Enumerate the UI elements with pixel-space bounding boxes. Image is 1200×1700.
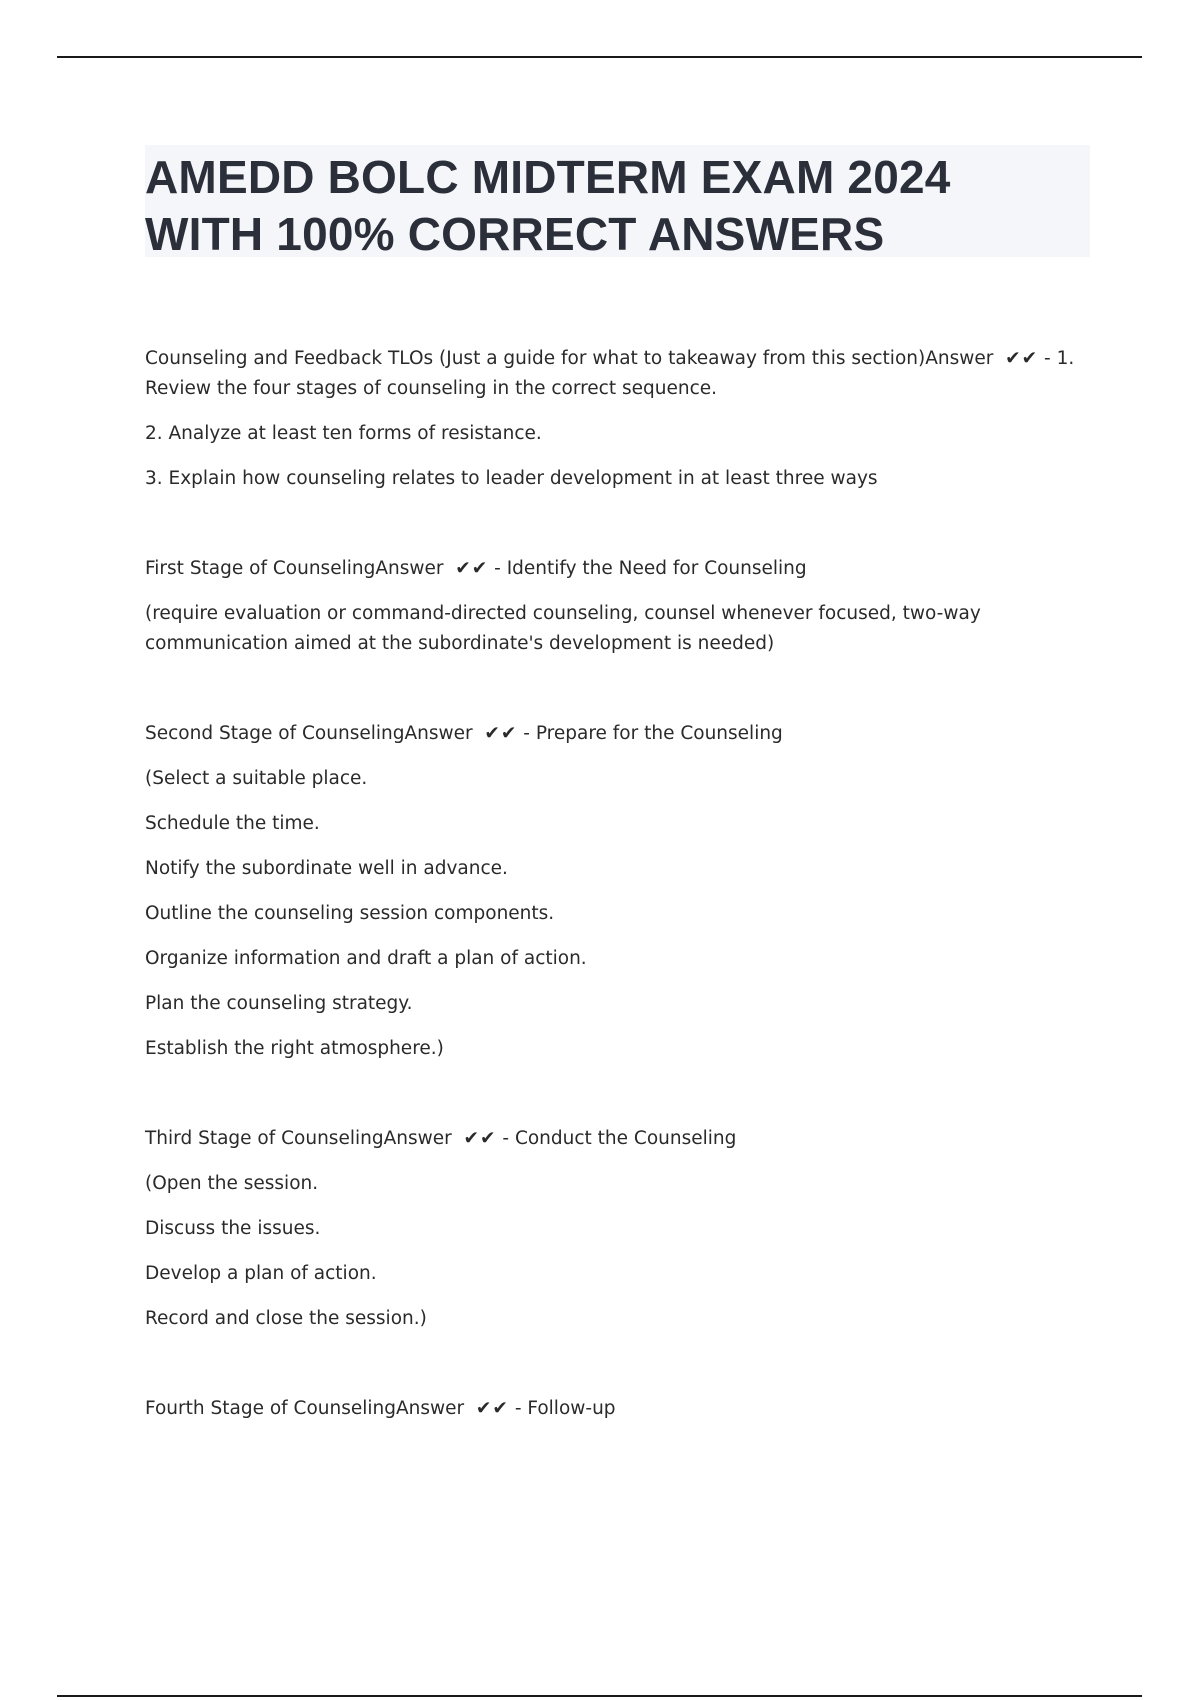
qa-question: Second Stage of CounselingAnswer ✔✔ - Prepare for the Counseling bbox=[145, 723, 783, 744]
qa-section bbox=[145, 1394, 1075, 1424]
qa-section bbox=[145, 1124, 1075, 1334]
qa-question: First Stage of CounselingAnswer ✔✔ - Identify the Need for Counseling bbox=[145, 558, 807, 579]
qa-line: Establish the right atmosphere.) bbox=[145, 1038, 444, 1059]
qa-section bbox=[145, 554, 1075, 659]
qa-line: Develop a plan of action. bbox=[145, 1263, 377, 1284]
qa-line: Discuss the issues. bbox=[145, 1218, 321, 1239]
check-icon: ✔✔ bbox=[463, 1128, 497, 1149]
header-rule bbox=[57, 56, 1142, 58]
qa-section bbox=[145, 344, 1075, 494]
title-line-2: WITH 100% CORRECT ANSWERS bbox=[145, 208, 885, 260]
qa-content bbox=[145, 344, 1075, 1439]
qa-question: Counseling and Feedback TLOs (Just a guide for what to takeaway from this section)Answer ✔✔ - 1. Review the four stages of counseling in the correct sequence. bbox=[145, 348, 1075, 399]
qa-question: Fourth Stage of CounselingAnswer ✔✔ - Follow-up bbox=[145, 1398, 616, 1419]
qa-line: (require evaluation or command-directed counseling, counsel whenever focused, two-way communication aimed at the subordinate's development is needed) bbox=[145, 603, 981, 654]
qa-line: Record and close the session.) bbox=[145, 1308, 427, 1329]
qa-line: 3. Explain how counseling relates to leader development in at least three ways bbox=[145, 468, 878, 489]
document-title bbox=[145, 145, 1090, 263]
qa-line: Plan the counseling strategy. bbox=[145, 993, 413, 1014]
qa-line: Outline the counseling session components. bbox=[145, 903, 555, 924]
title-block bbox=[145, 145, 1090, 260]
title-line-1: AMEDD BOLC MIDTERM EXAM 2024 bbox=[145, 151, 951, 203]
qa-section bbox=[145, 719, 1075, 1064]
check-icon: ✔✔ bbox=[484, 723, 518, 744]
check-icon: ✔✔ bbox=[455, 558, 489, 579]
footer-rule bbox=[57, 1695, 1142, 1697]
check-icon: ✔✔ bbox=[475, 1398, 509, 1419]
qa-question: Third Stage of CounselingAnswer ✔✔ - Conduct the Counseling bbox=[145, 1128, 737, 1149]
qa-line: Notify the subordinate well in advance. bbox=[145, 858, 508, 879]
qa-line: Organize information and draft a plan of action. bbox=[145, 948, 587, 969]
qa-line: (Open the session. bbox=[145, 1173, 319, 1194]
qa-line: 2. Analyze at least ten forms of resistance. bbox=[145, 423, 542, 444]
check-icon: ✔✔ bbox=[1005, 348, 1039, 369]
qa-line: (Select a suitable place. bbox=[145, 768, 368, 789]
qa-line: Schedule the time. bbox=[145, 813, 320, 834]
